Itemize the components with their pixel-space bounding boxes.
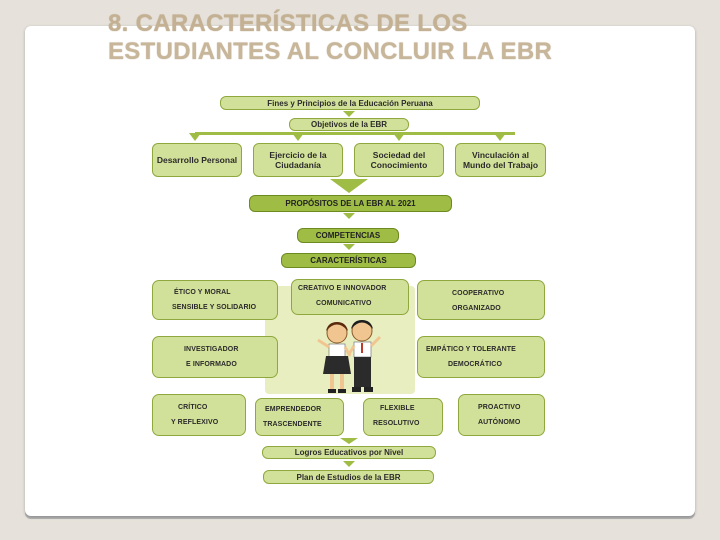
propositos-bar: PROPÓSITOS DE LA EBR AL 2021	[249, 195, 452, 212]
trait-box-emprendedor	[255, 398, 344, 436]
logros-bar: Logros Educativos por Nivel	[262, 446, 436, 459]
trait-box-etico	[152, 280, 278, 320]
box-ejercicio-ciudadania: Ejercicio de la Ciudadanía	[253, 143, 343, 177]
trait-box-critico	[152, 394, 246, 436]
title-line-2: ESTUDIANTES AL CONCLUIR LA EBR	[108, 38, 553, 65]
trait-resolutivo: RESOLUTIVO	[373, 420, 420, 427]
box-vinculacion-trabajo: Vinculación al Mundo del Trabajo	[455, 143, 546, 177]
trait-comunicativo: COMUNICATIVO	[316, 300, 372, 307]
trait-organizado: ORGANIZADO	[452, 305, 501, 312]
trait-critico: CRÍTICO	[178, 404, 208, 411]
trait-box-cooperativo	[417, 280, 545, 320]
caracteristicas-bar: CARACTERÍSTICAS	[281, 253, 416, 268]
trait-sensible: SENSIBLE Y SOLIDARIO	[172, 304, 257, 311]
trait-box-proactivo	[458, 394, 545, 436]
trait-cooperativo: COOPERATIVO	[452, 290, 505, 297]
trait-etico: ÉTICO Y MORAL	[174, 289, 231, 296]
title-line-1: 8. CARACTERÍSTICAS DE LOS	[108, 10, 468, 37]
trait-autonomo: AUTÓNOMO	[478, 419, 521, 426]
trait-empatico: EMPÁTICO Y TOLERANTE	[426, 346, 516, 353]
box-desarrollo-personal: Desarrollo Personal	[152, 143, 242, 177]
box-sociedad-conocimiento: Sociedad del Conocimiento	[354, 143, 444, 177]
trait-creativo: CREATIVO E INNOVADOR	[298, 285, 387, 292]
trait-box-investigador	[152, 336, 278, 378]
trait-informado: E INFORMADO	[186, 361, 237, 368]
trait-reflexivo: Y REFLEXIVO	[171, 419, 219, 426]
student-boy-figure	[349, 320, 380, 392]
fines-bar: Fines y Principios de la Educación Peruana	[220, 96, 480, 110]
trait-box-empatico	[417, 336, 545, 378]
student-girl-figure	[318, 322, 351, 393]
trait-flexible: FLEXIBLE	[380, 405, 415, 412]
plan-bar: Plan de Estudios de la EBR	[263, 470, 434, 484]
trait-democratico: DEMOCRÁTICO	[448, 361, 502, 368]
trait-box-flexible	[363, 398, 443, 436]
trait-trascendente: TRASCENDENTE	[263, 421, 322, 428]
objetivos-bar: Objetivos de la EBR	[289, 118, 409, 131]
trait-proactivo: PROACTIVO	[478, 404, 521, 411]
competencias-bar: COMPETENCIAS	[297, 228, 399, 243]
trait-emprendedor: EMPRENDEDOR	[265, 406, 322, 413]
trait-investigador: INVESTIGADOR	[184, 346, 239, 353]
